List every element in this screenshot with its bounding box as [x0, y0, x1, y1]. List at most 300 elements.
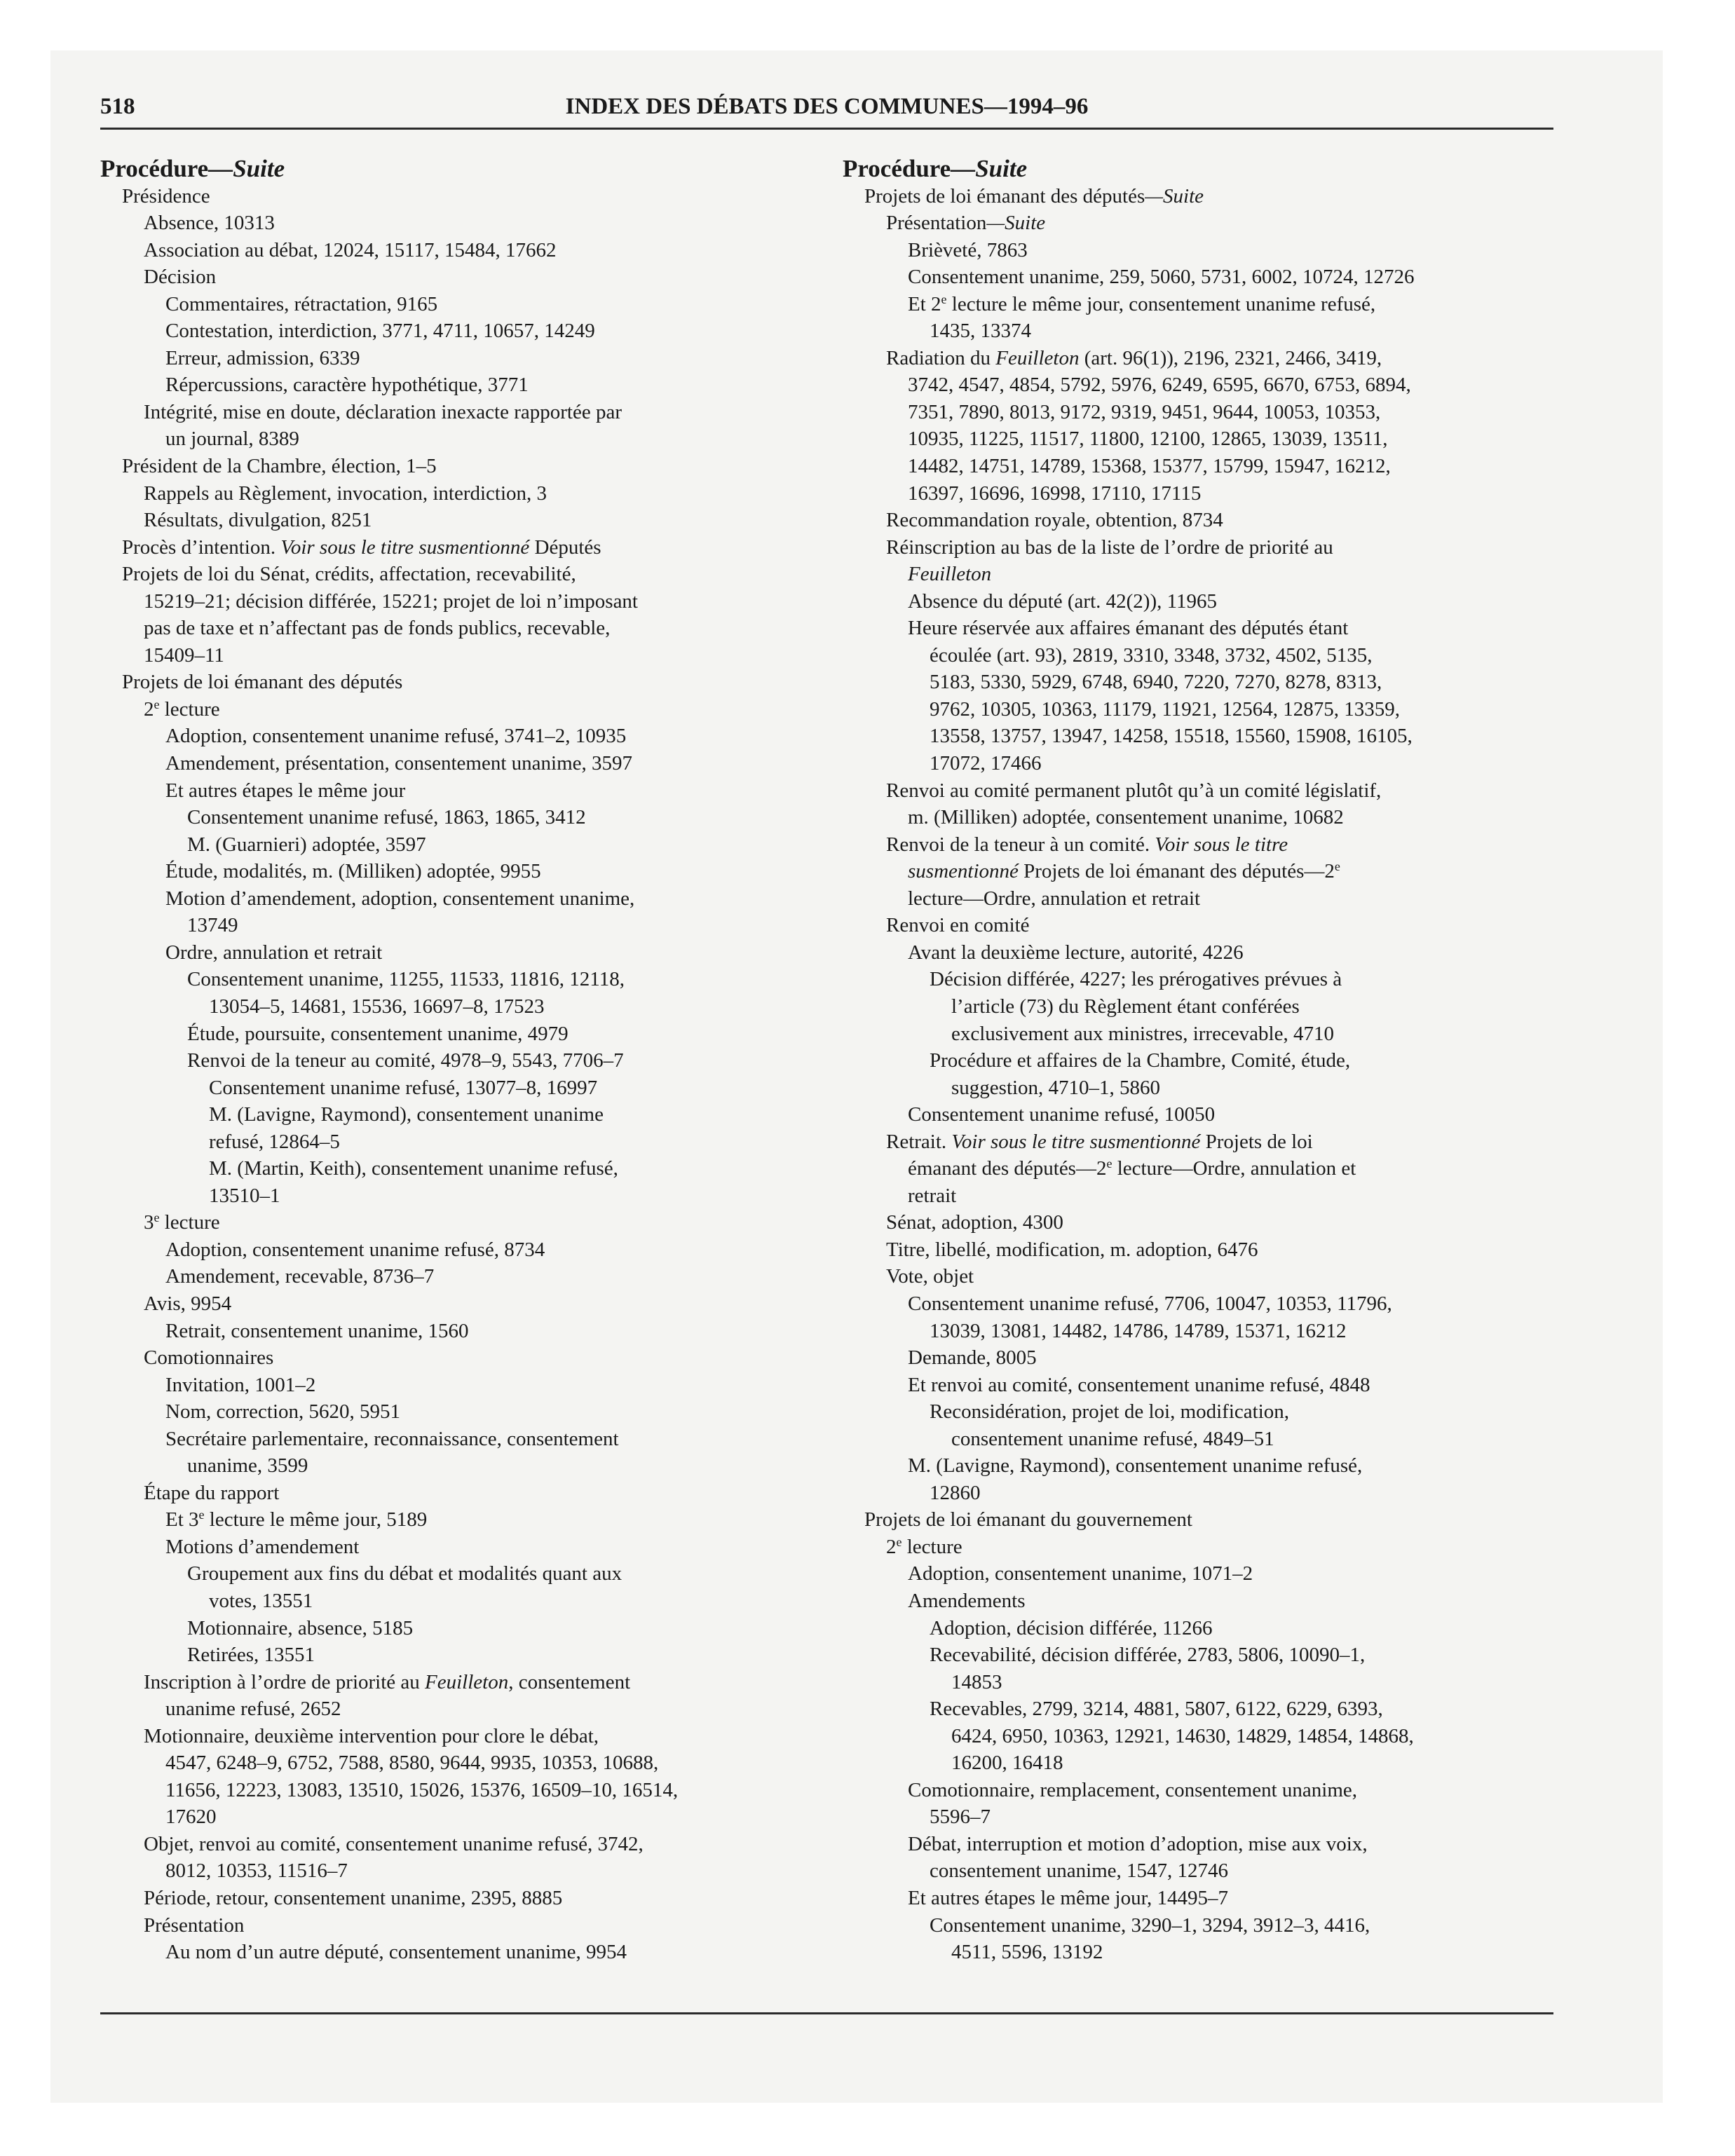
index-entry — [843, 1209, 1551, 1236]
index-entry — [100, 480, 808, 507]
index-entry — [843, 831, 1551, 859]
entry-suffix: Projets de loi émanant des députés—2 — [1018, 860, 1335, 883]
entry-text: Étape du rapport — [144, 1481, 280, 1504]
index-entry — [100, 966, 808, 993]
index-entry — [843, 371, 1551, 399]
entry-text: 3 — [144, 1211, 154, 1234]
index-entry — [843, 1182, 1551, 1210]
entry-text: retrait — [908, 1184, 957, 1207]
index-entry — [843, 1696, 1551, 1723]
entry-text: Comotionnaire, remplacement, consentement unanime, — [908, 1778, 1358, 1801]
entry-text: 16397, 16696, 16998, 17110, 17115 — [908, 482, 1202, 505]
entry-text: 13749 — [187, 914, 238, 937]
entry-text: Consentement unanime refusé, 13077–8, 16997 — [209, 1076, 598, 1099]
index-entry — [100, 750, 808, 777]
index-entry — [100, 1749, 808, 1777]
index-entry — [100, 1182, 808, 1210]
index-entry — [843, 1642, 1551, 1669]
header-rule — [100, 128, 1553, 130]
entry-text: Demande, 8005 — [908, 1346, 1037, 1370]
entry-italic-text: susmentionné — [908, 860, 1019, 883]
index-entry — [843, 858, 1551, 885]
index-entry — [843, 1777, 1551, 1804]
index-entry — [100, 858, 808, 885]
index-entry — [100, 1506, 808, 1534]
entry-text: consentement unanime, 1547, 12746 — [930, 1860, 1229, 1883]
index-entry — [843, 1372, 1551, 1399]
entry-text: Période, retour, consentement unanime, 2395, 8885 — [144, 1887, 563, 1909]
index-entry — [100, 1642, 808, 1669]
entry-suffix: lecture — [901, 1535, 962, 1558]
index-entry — [843, 1074, 1551, 1102]
index-entry — [843, 561, 1551, 588]
index-entry — [100, 1344, 808, 1372]
index-entry — [100, 237, 808, 264]
entry-text: Et autres étapes le même jour — [165, 779, 406, 802]
entry-suffix: lecture le même jour, consentement unanime refusé, — [946, 292, 1376, 315]
left-column — [100, 156, 808, 1992]
index-entry — [100, 993, 808, 1021]
entry-italic-text: Voir sous le titre susmentionné — [275, 535, 530, 559]
entry-text: Inscription à l’ordre de priorité au — [144, 1670, 426, 1693]
index-entry — [843, 669, 1551, 696]
entry-superscript: e — [1106, 1157, 1113, 1171]
index-entry — [100, 1912, 808, 1939]
entry-superscript: e — [896, 1535, 902, 1550]
entry-text: Procès d’intention. — [122, 535, 276, 559]
entry-text: Motion d’amendement, adoption, consentement unanime, — [165, 887, 635, 910]
index-entry — [100, 831, 808, 859]
index-entry — [843, 318, 1551, 345]
entry-suffix: lecture — [159, 697, 220, 721]
index-entry — [843, 291, 1551, 318]
entry-text: Renvoi au comité permanent plutôt qu’à un comité législatif, — [886, 779, 1382, 802]
running-title: INDEX DES DÉBATS DES COMMUNES—1994–96 — [565, 94, 1089, 119]
entry-italic-text: Voir sous le titre susmentionné — [946, 1130, 1201, 1153]
entry-italic-text: Feuilleton — [425, 1670, 509, 1693]
entry-text: 17620 — [165, 1806, 217, 1829]
index-entry — [843, 1857, 1551, 1885]
entry-text: Nom, correction, 5620, 5951 — [165, 1400, 401, 1424]
index-entry — [100, 1047, 808, 1074]
entry-text: M. (Lavigne, Raymond), consentement unanime — [209, 1103, 604, 1126]
entry-text: 11656, 12223, 13083, 13510, 15026, 15376, 16509–10, 16514, — [165, 1778, 679, 1801]
entry-text: consentement unanime refusé, 4849–51 — [951, 1427, 1274, 1450]
index-entry — [100, 1318, 808, 1345]
index-entry — [100, 1803, 808, 1831]
index-entry — [843, 1263, 1551, 1290]
entry-superscript: e — [154, 1210, 160, 1225]
entry-text: Et 2 — [908, 292, 941, 315]
index-entry — [843, 1101, 1551, 1128]
index-entry — [843, 1615, 1551, 1642]
entry-text: Sénat, adoption, 4300 — [886, 1211, 1063, 1234]
index-entry — [843, 966, 1551, 993]
index-entry — [843, 696, 1551, 723]
index-entry — [100, 1885, 808, 1912]
index-entry — [100, 723, 808, 750]
entry-text: Débat, interruption et motion d’adoption, mise aux voix, — [908, 1832, 1368, 1855]
entry-text: Consentement unanime refusé, 1863, 1865, 3412 — [187, 806, 586, 829]
entry-text: 6424, 6950, 10363, 12921, 14630, 14829, 14854, 14868, — [951, 1724, 1414, 1747]
entry-text: Erreur, admission, 6339 — [165, 346, 360, 369]
entry-text: Avant la deuxième lecture, autorité, 4226 — [908, 941, 1244, 964]
entry-italic-text: Voir sous le titre — [1150, 833, 1288, 856]
index-entry — [843, 1426, 1551, 1453]
index-entry — [100, 1372, 808, 1399]
index-entry — [843, 588, 1551, 615]
index-heading — [843, 156, 1551, 183]
index-entry — [100, 210, 808, 237]
entry-text: Projets de loi émanant des députés — [122, 671, 403, 694]
entry-text: Et autres étapes le même jour, 14495–7 — [908, 1887, 1229, 1909]
index-entry — [100, 318, 808, 345]
entry-text: Amendement, recevable, 8736–7 — [165, 1265, 435, 1288]
entry-text: Association au débat, 12024, 15117, 15484, 17662 — [144, 238, 557, 261]
entry-superscript: e — [941, 292, 947, 306]
index-entry — [100, 1209, 808, 1236]
entry-text: écoulée (art. 93), 2819, 3310, 3348, 3732, 4502, 5135, — [930, 643, 1373, 667]
entry-text: Renvoi de la teneur à un comité. — [886, 833, 1150, 856]
index-entry — [100, 1480, 808, 1507]
index-entry — [100, 1101, 808, 1128]
entry-text: 5596–7 — [930, 1806, 991, 1829]
entry-text: Consentement unanime refusé, 10050 — [908, 1103, 1216, 1126]
entry-text: Et renvoi au comité, consentement unanime refusé, 4848 — [908, 1373, 1370, 1396]
index-entry — [843, 1588, 1551, 1615]
entry-text: Adoption, consentement unanime refusé, 3741–2, 10935 — [165, 725, 627, 748]
index-entry — [100, 1534, 808, 1561]
entry-text: Présidence — [122, 184, 210, 207]
index-entry — [843, 425, 1551, 453]
index-entry — [843, 183, 1551, 210]
entry-text: m. (Milliken) adoptée, consentement unanime, 10682 — [908, 806, 1344, 829]
entry-text: 13039, 13081, 14482, 14786, 14789, 15371, 16212 — [930, 1319, 1347, 1342]
entry-text: unanime, 3599 — [187, 1454, 308, 1478]
index-entry — [100, 507, 808, 534]
entry-text: Titre, libellé, modification, m. adoption, 6476 — [886, 1238, 1258, 1261]
entry-suffix: Députés — [529, 535, 601, 559]
entry-italic-text: —Suite — [986, 212, 1046, 235]
entry-text: Intégrité, mise en doute, déclaration inexacte rapportée par — [144, 400, 622, 423]
entry-text: 4547, 6248–9, 6752, 7588, 8580, 9644, 9935, 10353, 10688, — [165, 1752, 659, 1775]
index-entry — [100, 1857, 808, 1885]
index-entry — [843, 507, 1551, 534]
index-entry — [843, 1506, 1551, 1534]
index-entry — [100, 804, 808, 831]
index-entry — [100, 1236, 808, 1264]
entry-text: 5183, 5330, 5929, 6748, 6940, 7220, 7270, 8278, 8313, — [930, 671, 1382, 694]
index-entry — [100, 425, 808, 453]
entry-text: l’article (73) du Règlement étant conférées — [951, 995, 1300, 1018]
entry-text: 10935, 11225, 11517, 11800, 12100, 12865, 13039, 13511, — [908, 428, 1388, 451]
index-entry — [843, 534, 1551, 561]
entry-text: Secrétaire parlementaire, reconnaissance, consentement — [165, 1427, 619, 1450]
index-entry — [100, 291, 808, 318]
entry-text: Réinscription au bas de la liste de l’ordre de priorité au — [886, 535, 1333, 559]
entry-superscript: e — [154, 697, 160, 712]
entry-text: M. (Lavigne, Raymond), consentement unanime refusé, — [908, 1454, 1363, 1478]
entry-text: Absence du député (art. 42(2)), 11965 — [908, 589, 1218, 613]
entry-text: Adoption, consentement unanime refusé, 8734 — [165, 1238, 545, 1261]
index-entry — [843, 939, 1551, 967]
entry-text: Contestation, interdiction, 3771, 4711, 10657, 14249 — [165, 320, 595, 343]
entry-text: 14853 — [951, 1670, 1002, 1693]
entry-suffix: , consentement — [508, 1670, 631, 1693]
entry-text: Motionnaire, absence, 5185 — [187, 1616, 414, 1639]
index-entry — [843, 642, 1551, 669]
entry-text: Ordre, annulation et retrait — [165, 941, 383, 964]
entry-text: pas de taxe et n’affectant pas de fonds publics, recevable, — [144, 617, 611, 640]
index-entry — [843, 1885, 1551, 1912]
entry-text: 13510–1 — [209, 1184, 280, 1207]
right-column — [843, 156, 1551, 1992]
index-entry — [100, 1669, 808, 1696]
index-entry — [843, 885, 1551, 913]
entry-text: Heure réservée aux affaires émanant des députés étant — [908, 617, 1349, 640]
entry-text: Consentement unanime, 11255, 11533, 11816, 12118, — [187, 968, 625, 991]
index-entry — [843, 750, 1551, 777]
entry-text: 1435, 13374 — [930, 320, 1031, 343]
index-entry — [100, 399, 808, 426]
entry-text: Procédure et affaires de la Chambre, Comité, étude, — [930, 1049, 1351, 1072]
index-entry — [843, 1534, 1551, 1561]
entry-text: 17072, 17466 — [930, 752, 1042, 775]
entry-superscript: e — [198, 1508, 205, 1522]
entry-text: Objet, renvoi au comité, consentement unanime refusé, 3742, — [144, 1832, 644, 1855]
entry-text: Brièveté, 7863 — [908, 238, 1028, 261]
entry-text: Consentement unanime, 259, 5060, 5731, 6002, 10724, 12726 — [908, 266, 1415, 289]
entry-text: Présentation — [886, 212, 987, 235]
index-entry — [843, 1560, 1551, 1588]
index-entry — [100, 777, 808, 805]
index-entry — [843, 912, 1551, 939]
entry-text: refusé, 12864–5 — [209, 1130, 340, 1153]
entry-italic-text: —Suite — [208, 156, 285, 182]
entry-text: 16200, 16418 — [951, 1752, 1063, 1775]
entry-text: Reconsidération, projet de loi, modification, — [930, 1400, 1290, 1424]
entry-text: Décision — [144, 266, 217, 289]
entry-text: Radiation du — [886, 346, 996, 369]
entry-text: Répercussions, caractère hypothétique, 3771 — [165, 374, 529, 397]
entry-text: Procédure — [843, 156, 951, 182]
entry-text: Retirées, 13551 — [187, 1644, 315, 1667]
index-entry — [843, 1155, 1551, 1182]
index-entry — [843, 1831, 1551, 1858]
index-entry — [100, 588, 808, 615]
index-entry — [100, 1128, 808, 1156]
index-entry — [100, 1777, 808, 1804]
entry-text: 4511, 5596, 13192 — [951, 1941, 1103, 1964]
entry-text: Recevabilité, décision différée, 2783, 5806, 10090–1, — [930, 1644, 1366, 1667]
entry-text: Consentement unanime refusé, 7706, 10047, 10353, 11796, — [908, 1292, 1392, 1315]
index-entry — [843, 1236, 1551, 1264]
entry-suffix: (art. 96(1)), 2196, 2321, 2466, 3419, — [1079, 346, 1382, 369]
entry-text: Commentaires, rétractation, 9165 — [165, 292, 438, 315]
entry-text: exclusivement aux ministres, irrecevable, 4710 — [951, 1022, 1334, 1045]
index-entry — [100, 642, 808, 669]
index-entry — [100, 1452, 808, 1480]
entry-text: Président de la Chambre, élection, 1–5 — [122, 455, 437, 478]
index-entry — [843, 1021, 1551, 1048]
index-entry — [100, 371, 808, 399]
entry-text: 9762, 10305, 10363, 11179, 11921, 12564, 12875, 13359, — [930, 697, 1401, 721]
entry-text: Renvoi de la teneur au comité, 4978–9, 5543, 7706–7 — [187, 1049, 624, 1072]
index-entry — [843, 615, 1551, 642]
index-entry — [100, 1074, 808, 1102]
index-entry — [100, 183, 808, 210]
index-entry — [100, 912, 808, 939]
index-entry — [843, 993, 1551, 1021]
index-entry — [100, 615, 808, 642]
index-entry — [100, 1426, 808, 1453]
entry-text: Au nom d’un autre député, consentement unanime, 9954 — [165, 1941, 627, 1964]
index-entry — [843, 723, 1551, 750]
index-entry — [843, 1344, 1551, 1372]
index-entry — [100, 1021, 808, 1048]
footer-rule — [100, 2012, 1553, 2014]
entry-text: Et 3 — [165, 1508, 199, 1531]
entry-text: Vote, objet — [886, 1265, 974, 1288]
index-entry — [100, 1615, 808, 1642]
entry-text: Décision différée, 4227; les prérogatives prévues à — [930, 968, 1342, 991]
entry-text: Recommandation royale, obtention, 8734 — [886, 509, 1223, 532]
entry-text: 12860 — [930, 1481, 981, 1504]
index-entry — [843, 453, 1551, 480]
entry-text: Procédure — [100, 156, 209, 182]
entry-text: Consentement unanime, 3290–1, 3294, 3912–3, 4416, — [930, 1913, 1370, 1937]
entry-text: Retrait, consentement unanime, 1560 — [165, 1319, 469, 1342]
page-number: 518 — [100, 94, 135, 119]
entry-text: lecture—Ordre, annulation et retrait — [908, 887, 1201, 910]
entry-text: unanime refusé, 2652 — [165, 1698, 341, 1721]
index-entry — [843, 1912, 1551, 1939]
index-entry — [843, 264, 1551, 291]
entry-italic-text: Feuilleton — [995, 346, 1080, 369]
entry-text: Projets de loi émanant des députés — [864, 184, 1145, 207]
index-entry — [100, 1263, 808, 1290]
entry-text: Retrait. — [886, 1130, 947, 1153]
index-entry — [100, 264, 808, 291]
index-entry — [100, 1398, 808, 1426]
index-entry — [100, 561, 808, 588]
index-entry — [100, 939, 808, 967]
index-entry — [843, 1669, 1551, 1696]
index-entry — [100, 669, 808, 696]
entry-text: Étude, poursuite, consentement unanime, 4979 — [187, 1022, 569, 1045]
entry-text: Invitation, 1001–2 — [165, 1373, 316, 1396]
index-entry — [100, 1290, 808, 1318]
index-entry — [843, 345, 1551, 372]
entry-text: Motionnaire, deuxième intervention pour clore le débat, — [144, 1724, 599, 1747]
entry-text: suggestion, 4710–1, 5860 — [951, 1076, 1161, 1099]
entry-text: 14482, 14751, 14789, 15368, 15377, 15799, 15947, 16212, — [908, 455, 1391, 478]
index-entry — [843, 777, 1551, 805]
index-entry — [100, 534, 808, 561]
entry-text: 7351, 7890, 8013, 9172, 9319, 9451, 9644, 10053, 10353, — [908, 400, 1381, 423]
index-entry — [100, 1560, 808, 1588]
entry-text: Rappels au Règlement, invocation, interdiction, 3 — [144, 482, 547, 505]
index-entry — [100, 1696, 808, 1723]
index-entry — [843, 1452, 1551, 1480]
index-entry — [843, 1480, 1551, 1507]
entry-text: 13054–5, 14681, 15536, 16697–8, 17523 — [209, 995, 545, 1018]
entry-italic-text: —Suite — [951, 156, 1028, 182]
index-entry — [843, 237, 1551, 264]
index-entry — [100, 1831, 808, 1858]
page-header — [100, 90, 1553, 125]
entry-text: Étude, modalités, m. (Milliken) adoptée, 9955 — [165, 860, 541, 883]
index-entry — [843, 804, 1551, 831]
entry-text: Renvoi en comité — [886, 914, 1030, 937]
entry-text: émanant des députés—2 — [908, 1157, 1107, 1180]
entry-text: Projets de loi émanant du gouvernement — [864, 1508, 1192, 1531]
index-entry — [100, 885, 808, 913]
index-entry — [843, 1398, 1551, 1426]
entry-text: Amendements — [908, 1589, 1026, 1612]
index-entry — [843, 399, 1551, 426]
entry-text: M. (Martin, Keith), consentement unanime refusé, — [209, 1157, 618, 1180]
entry-text: Présentation — [144, 1913, 245, 1937]
index-entry — [100, 1588, 808, 1615]
entry-text: un journal, 8389 — [165, 428, 299, 451]
entry-text: votes, 13551 — [209, 1589, 313, 1612]
index-entry — [843, 1318, 1551, 1345]
entry-text: Projets de loi du Sénat, crédits, affectation, recevabilité, — [122, 563, 576, 586]
index-entry — [843, 1723, 1551, 1750]
entry-text: Adoption, consentement unanime, 1071–2 — [908, 1562, 1253, 1585]
index-entry — [843, 1047, 1551, 1074]
index-entry — [843, 1128, 1551, 1156]
index-entry — [843, 1749, 1551, 1777]
entry-text: 15219–21; décision différée, 15221; projet de loi n’imposant — [144, 589, 638, 613]
entry-suffix: lecture le même jour, 5189 — [204, 1508, 428, 1531]
entry-text: Recevables, 2799, 3214, 4881, 5807, 6122, 6229, 6393, — [930, 1698, 1383, 1721]
entry-superscript: e — [1334, 859, 1340, 874]
index-entry — [843, 1803, 1551, 1831]
entry-text: Groupement aux fins du débat et modalités quant aux — [187, 1562, 622, 1585]
index-entry — [843, 210, 1551, 237]
entry-text: M. (Guarnieri) adoptée, 3597 — [187, 833, 426, 856]
entry-text: 3742, 4547, 4854, 5792, 5976, 6249, 6595, 6670, 6753, 6894, — [908, 374, 1411, 397]
entry-suffix: lecture—Ordre, annulation et — [1112, 1157, 1356, 1180]
index-entry — [843, 480, 1551, 507]
index-entry — [100, 1723, 808, 1750]
entry-text: 2 — [886, 1535, 897, 1558]
entry-italic-text: Feuilleton — [908, 563, 992, 586]
index-entry — [100, 696, 808, 723]
entry-suffix: Projets de loi — [1200, 1130, 1313, 1153]
entry-text: Absence, 10313 — [144, 212, 275, 235]
entry-text: Adoption, décision différée, 11266 — [930, 1616, 1213, 1639]
entry-text: Motions d’amendement — [165, 1535, 360, 1558]
entry-italic-text: —Suite — [1145, 184, 1204, 207]
entry-text: 13558, 13757, 13947, 14258, 15518, 15560, 15908, 16105, — [930, 725, 1413, 748]
entry-text: 2 — [144, 697, 154, 721]
index-entry — [100, 345, 808, 372]
index-entry — [100, 453, 808, 480]
entry-text: 8012, 10353, 11516–7 — [165, 1860, 348, 1883]
entry-text: Résultats, divulgation, 8251 — [144, 509, 372, 532]
entry-text: Comotionnaires — [144, 1346, 274, 1370]
entry-text: 15409–11 — [144, 643, 224, 667]
index-entry — [100, 1939, 808, 1966]
index-entry — [843, 1290, 1551, 1318]
entry-text: Amendement, présentation, consentement unanime, 3597 — [165, 752, 633, 775]
index-heading — [100, 156, 808, 183]
entry-text: Avis, 9954 — [144, 1292, 232, 1315]
index-entry — [843, 1939, 1551, 1966]
